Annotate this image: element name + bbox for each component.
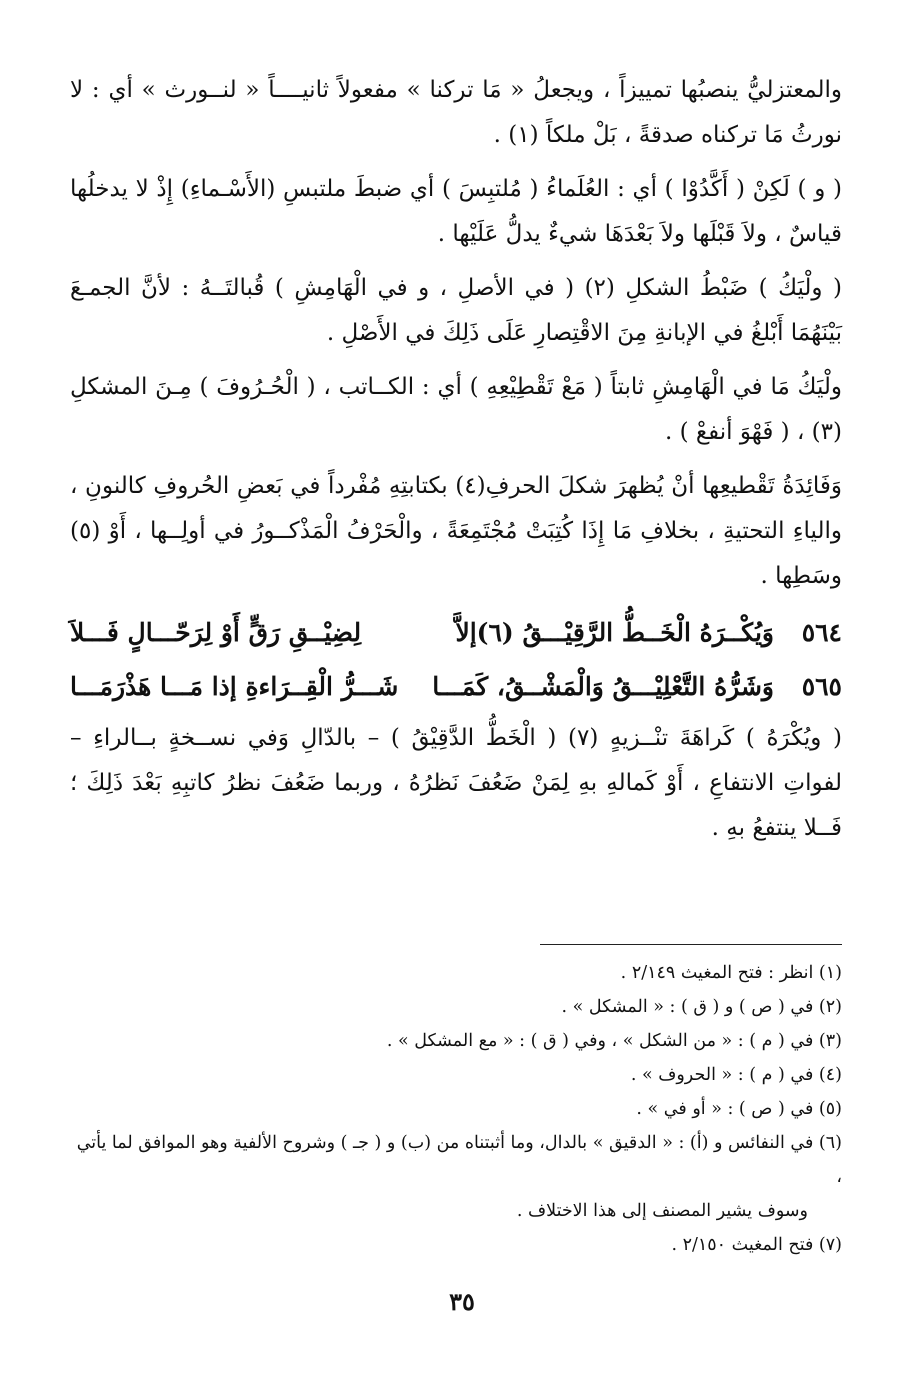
paragraph-6: ( ويُكْرَهُ ) كَراهَةَ تنْــزيهٍ (٧) ( الْخَطُّ الدَّقِيْقُ ) – بالدّالِ وَفي نســخةٍ بــالراءِ – لفواتِ الانتفاعِ ، أَوْ كَمالهِ بهِ لِمَنْ ضَعُفَ نَظرُهُ ، وربما ضَعُفَ نظرُ كاتبِهِ بَعْدَ ذَلِكَ ؛ فَــلا ينتفعُ بهِ . bbox=[70, 725, 842, 841]
footnote: (١) انظر : فتح المغيث ٢/١٤٩ . bbox=[620, 963, 842, 983]
verse-number: ٥٦٥ bbox=[801, 672, 842, 701]
page-body bbox=[70, 68, 842, 860]
footnote: (٢) في ( ص ) و ( ق ) : « المشكل » . bbox=[561, 997, 842, 1017]
paragraph-5: وَفَائِدَةُ تَقْطيعِها أنْ يُظهرَ شكلَ الحرفِ(٤) بكتابتِهِ مُفْرداً في بَعضِ الحُروفِ كالنونِ ، والياءِ التحتيةِ ، بخلافِ مَا إِذَا كُتِبَتْ مُجْتَمِعَةً ، والْحَرْفُ الْمَذْكــورُ في أولِــها ، أَوْ (٥) وسَطِها . bbox=[70, 473, 842, 589]
footnote-divider bbox=[540, 944, 842, 945]
page-number: ٣٥ bbox=[449, 1287, 475, 1316]
footnote: (٥) في ( ص ) : « أو في » . bbox=[636, 1099, 842, 1119]
footnote-continuation: وسوف يشير المصنف إلى هذا الاختلاف . bbox=[516, 1201, 808, 1221]
verse-line bbox=[70, 662, 842, 712]
paragraph-3: ( ولْيَكُ ) ضَبْطُ الشكلِ (٢) ( في الأصلِ ، و في الْهَامِشِ ) قُبالتَــهُ : لأنَّ الجمـعَ بَيْنَهُمَا أَبْلغُ في الإبانةِ مِنَ الاقْتِصارِ عَلَى ذَلِكَ في الأَصْلِ . bbox=[70, 275, 842, 346]
verse-hemistich-first: وَشَرُّهُ التَّعْلِيْـــقُ وَالْمَشْــقُ، كَمَـــا bbox=[432, 672, 774, 701]
verse-number: ٥٦٤ bbox=[801, 618, 842, 647]
verse-hemistich-second: شَـــرُّ الْقِــرَاءةِ إذا مَـــا هَذْرَمَـــا bbox=[69, 672, 399, 701]
footnotes bbox=[70, 956, 842, 1262]
footnote: (٧) فتح المغيث ٢/١٥٠ . bbox=[671, 1235, 842, 1255]
footnote: (٣) في ( م ) : « من الشكل » ، وفي ( ق ) : « مع المشكل » . bbox=[386, 1031, 842, 1051]
verse-hemistich-second: لِضِيْــقِ رَقٍّ أَوْ لِرَحّـــالٍ فَـــلاَ bbox=[69, 618, 362, 647]
verse-line bbox=[70, 608, 842, 658]
paragraph-2: ( و ) لَكِنْ ( أَكَّدُوْا ) أي : العُلَماءُ ( مُلتبِسَ ) أي ضبطَ ملتبسِ (الأَسْـماءِ) إِذْ لا يدخلُها قياسٌ ، ولاَ قَبْلَها ولاَ بَعْدَهَا شيءٌ يدلُّ عَلَيْها . bbox=[70, 176, 842, 247]
paragraph-4: ولْيَكُ مَا في الْهَامِشِ ثابتاً ( مَعْ تَقْطِيْعِهِ ) أي : الكــاتب ، ( الْحُـرُوفَ ) مِـنَ المشكلِ (٣) ، ( فَهْوَ أنفعْ ) . bbox=[70, 374, 842, 445]
footnote: (٤) في ( م ) : « الحروف » . bbox=[630, 1065, 842, 1085]
verse-hemistich-first: وَيُكْــرَهُ الْخَــطُّ الرَّقِيْـــقُ (٦)إلاَّ bbox=[455, 618, 774, 647]
paragraph-1: والمعتزليُّ ينصبُها تمييزاً ، ويجعلُ « مَا تركنا » مفعولاً ثانيــــاً « لنــورث » أي : لا نورثُ مَا تركناه صدقةً ، بَلْ ملكاً (١) . bbox=[70, 77, 842, 148]
footnote: (٦) في النفائس و (أ) : « الدقيق » بالدال، وما أثبتناه من (ب) و ( جـ ) وشروح الألفية وهو الموافق لما يأتي ، bbox=[76, 1133, 842, 1187]
